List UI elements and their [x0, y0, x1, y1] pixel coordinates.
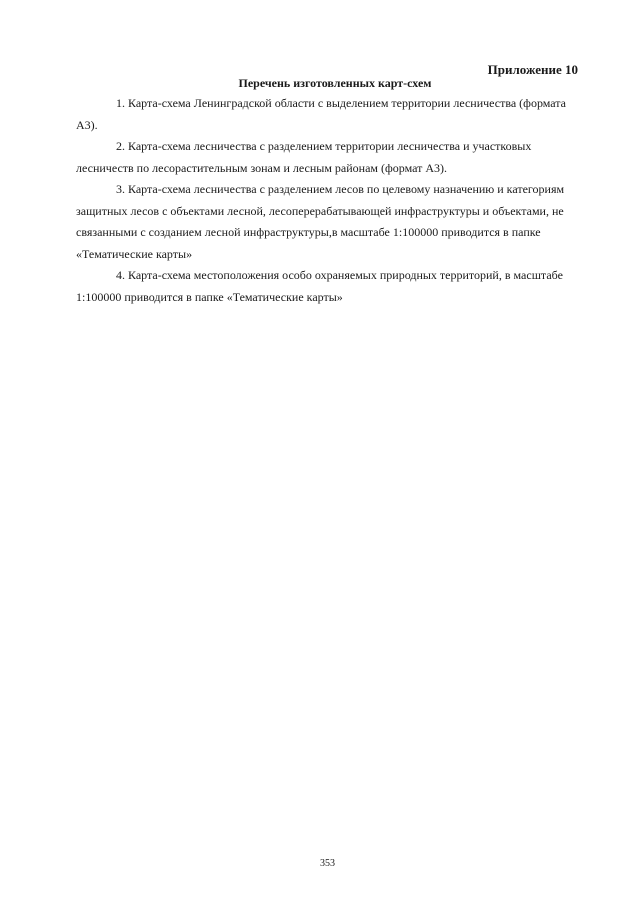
- list-item: 2. Карта-схема лесничества с разделением территории лесничества и участковых лесничеств по лесорастительным зонам и лесным районам (формат А3).: [76, 139, 532, 175]
- page-number: 353: [320, 858, 335, 869]
- list-item: 4. Карта-схема местоположения особо охраняемых природных территорий, в масштабе 1:100000 приводится в папке «Тематические карты»: [76, 268, 563, 304]
- list-item: 3. Карта-схема лесничества с разделением лесов по целевому назначению и категориям защитных лесов с объектами лесной, лесоперерабатывающей инфраструктуры и объектами, не связанными с созданием лесной инфраструктуры,в масштабе 1:100000 приводится в папке «Тематические карты»: [76, 182, 565, 261]
- appendix-label: Приложение 10: [487, 62, 578, 77]
- document-title: Перечень изготовленных карт-схем: [238, 76, 432, 90]
- list-item: 1. Карта-схема Ленинградской области с выделением территории лесничества (формата А3).: [76, 96, 567, 132]
- map-list: [76, 93, 566, 308]
